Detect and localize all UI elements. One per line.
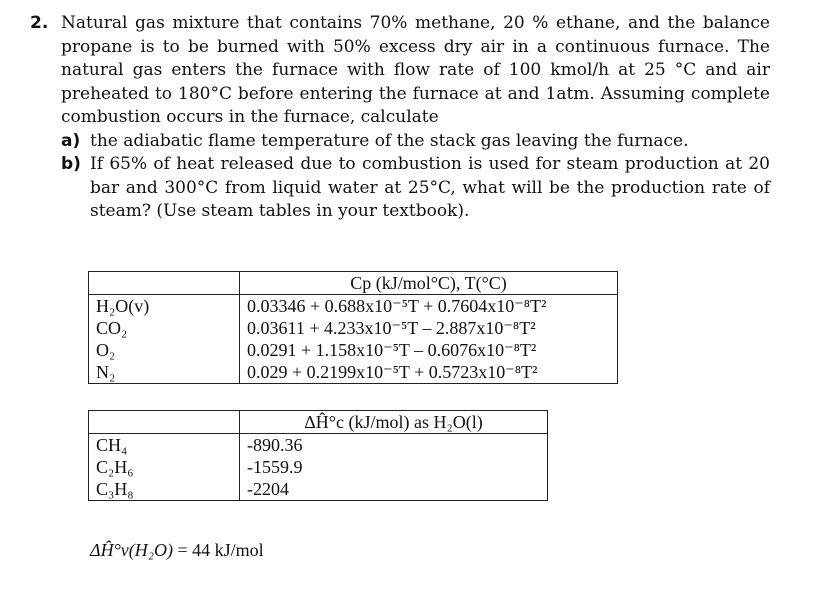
table-header-row: [89, 272, 618, 295]
enthalpy-cell: -2204: [240, 478, 548, 501]
table-row: [89, 478, 548, 501]
cp-cell: 0.03346 + 0.688x10⁻⁵T + 0.7604x10⁻⁸T²: [240, 295, 618, 318]
table-header-blank: [89, 411, 240, 434]
part-a: [61, 130, 770, 154]
part-a-letter: a): [61, 130, 81, 151]
species-cell: CO₂: [89, 317, 240, 339]
vaporization-value: = 44 kJ/mol: [177, 540, 264, 560]
table-row: [89, 434, 548, 457]
part-b-text: If 65% of heat released due to combustion is used for steam production at 20 bar and 300°C from liquid water at 25°C, what will be the production rate of steam? (Use steam tables in your textbook).: [90, 154, 770, 221]
question-statement: Natural gas mixture that contains 70% methane, 20 % ethane, and the balance propane is to be burned with 50% excess dry air in a continuous furnace. The natural gas enters the furnace with flow rate of 100 kmol/h at 25 °C and air preheated to 180°C before entering the furnace at and 1atm. Assuming complete combustion occurs in the furnace, calculate: [61, 13, 770, 127]
table-row: [89, 317, 618, 339]
species-cell: C₃H₈: [89, 478, 240, 501]
cp-cell: 0.029 + 0.2199x10⁻⁵T + 0.5723x10⁻⁸T²: [240, 361, 618, 384]
problem-block: [30, 12, 770, 224]
cp-header: Cp (kJ/mol°C), T(°C): [240, 272, 618, 295]
part-b-letter: b): [61, 154, 81, 174]
heat-capacity-table: [88, 271, 618, 384]
enthalpy-cell: -890.36: [240, 434, 548, 457]
cp-cell: 0.03611 + 4.233x10⁻⁵T – 2.887x10⁻⁸T²: [240, 317, 618, 339]
table-row: [89, 456, 548, 478]
part-b: [61, 153, 770, 224]
table-row: [89, 295, 618, 318]
part-a-text: the adiabatic flame temperature of the stack gas leaving the furnace.: [90, 130, 689, 151]
vaporization-symbol: ΔĤ°v(H₂O): [90, 540, 173, 560]
table-header-blank: [89, 272, 240, 295]
table-header-row: [89, 411, 548, 434]
species-cell: C₂H₆: [89, 456, 240, 478]
species-cell: CH₄: [89, 434, 240, 457]
enthalpy-cell: -1559.9: [240, 456, 548, 478]
table-row: [89, 339, 618, 361]
question-number: 2.: [30, 13, 49, 33]
vaporization-enthalpy: [90, 540, 264, 561]
combustion-header: ΔĤ°c (kJ/mol) as H₂O(l): [240, 411, 548, 434]
heat-of-combustion-table: [88, 410, 548, 501]
table-row: [89, 361, 618, 384]
cp-cell: 0.0291 + 1.158x10⁻⁵T – 0.6076x10⁻⁸T²: [240, 339, 618, 361]
species-cell: N₂: [89, 361, 240, 384]
species-cell: O₂: [89, 339, 240, 361]
species-cell: H₂O(v): [89, 295, 240, 318]
